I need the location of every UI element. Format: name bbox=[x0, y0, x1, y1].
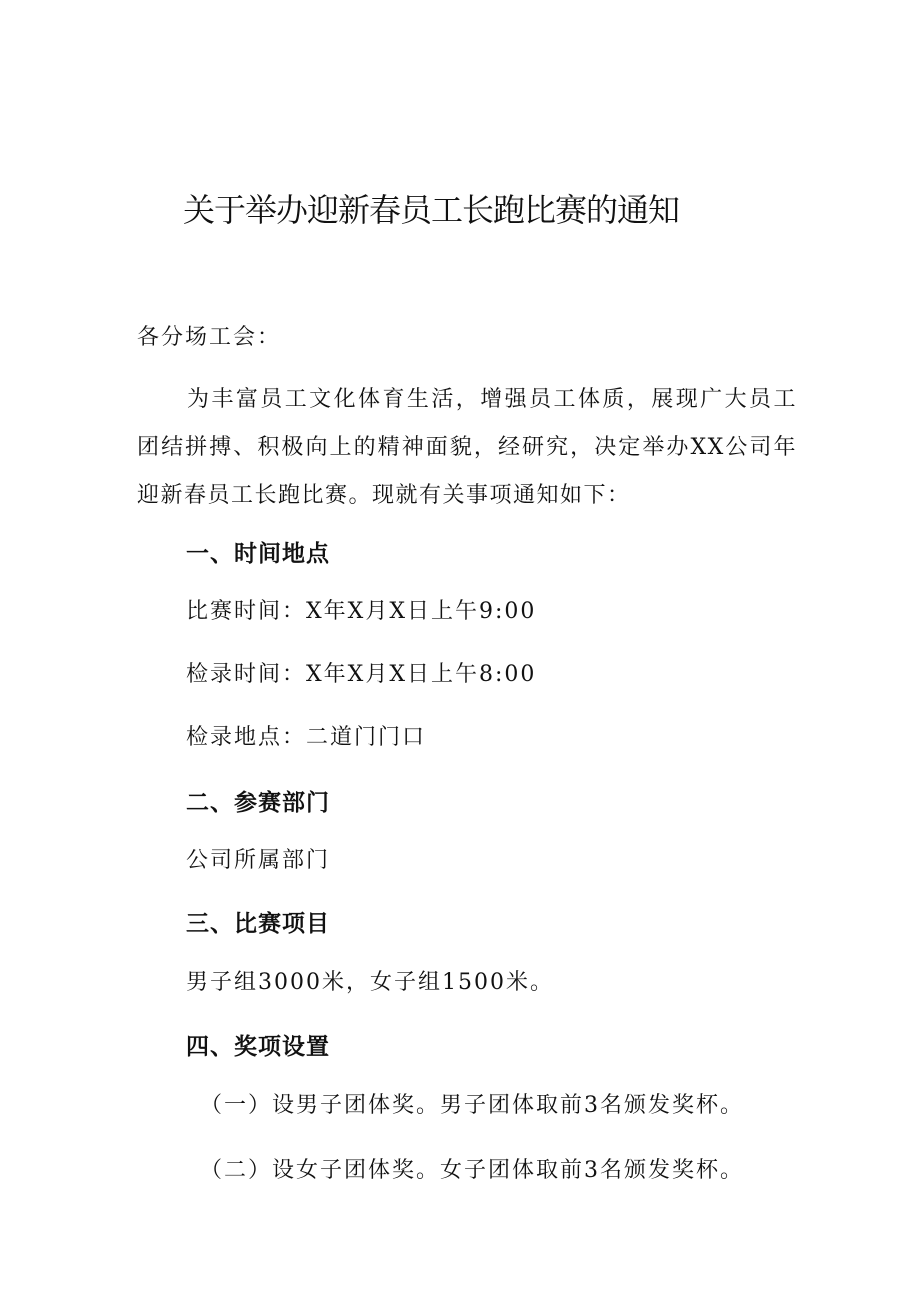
salutation: 各分场工会： bbox=[137, 325, 282, 350]
section-heading-departments: 二、参赛部门 bbox=[186, 790, 330, 816]
checkin-location-line: 检录地点：二道门门口 bbox=[186, 725, 427, 750]
award-women-line: （二）设女子团体奖。女子团体取前3名颁发奖杯。 bbox=[200, 1158, 744, 1183]
section-heading-events: 三、比赛项目 bbox=[186, 911, 330, 937]
intro-paragraph: 为丰富员工文化体育生活，增强员工体质，展现广大员工团结拼搏、积极向上的精神面貌，经研究，决定举办XX公司年迎新春员工长跑比赛。现就有关事项通知如下： bbox=[137, 387, 797, 508]
checkin-time-line: 检录时间：X年X月X日上午8:00 bbox=[186, 662, 537, 687]
document-title: 关于举办迎新春员工长跑比赛的通知 bbox=[183, 191, 680, 229]
match-time-line: 比赛时间：X年X月X日上午9:00 bbox=[186, 599, 537, 624]
section-heading-awards: 四、奖项设置 bbox=[186, 1034, 330, 1060]
events-line: 男子组3000米，女子组1500米。 bbox=[186, 970, 554, 995]
award-men-line: （一）设男子团体奖。男子团体取前3名颁发奖杯。 bbox=[200, 1093, 744, 1118]
departments-line: 公司所属部门 bbox=[186, 848, 331, 873]
section-heading-time-location: 一、时间地点 bbox=[186, 541, 330, 567]
